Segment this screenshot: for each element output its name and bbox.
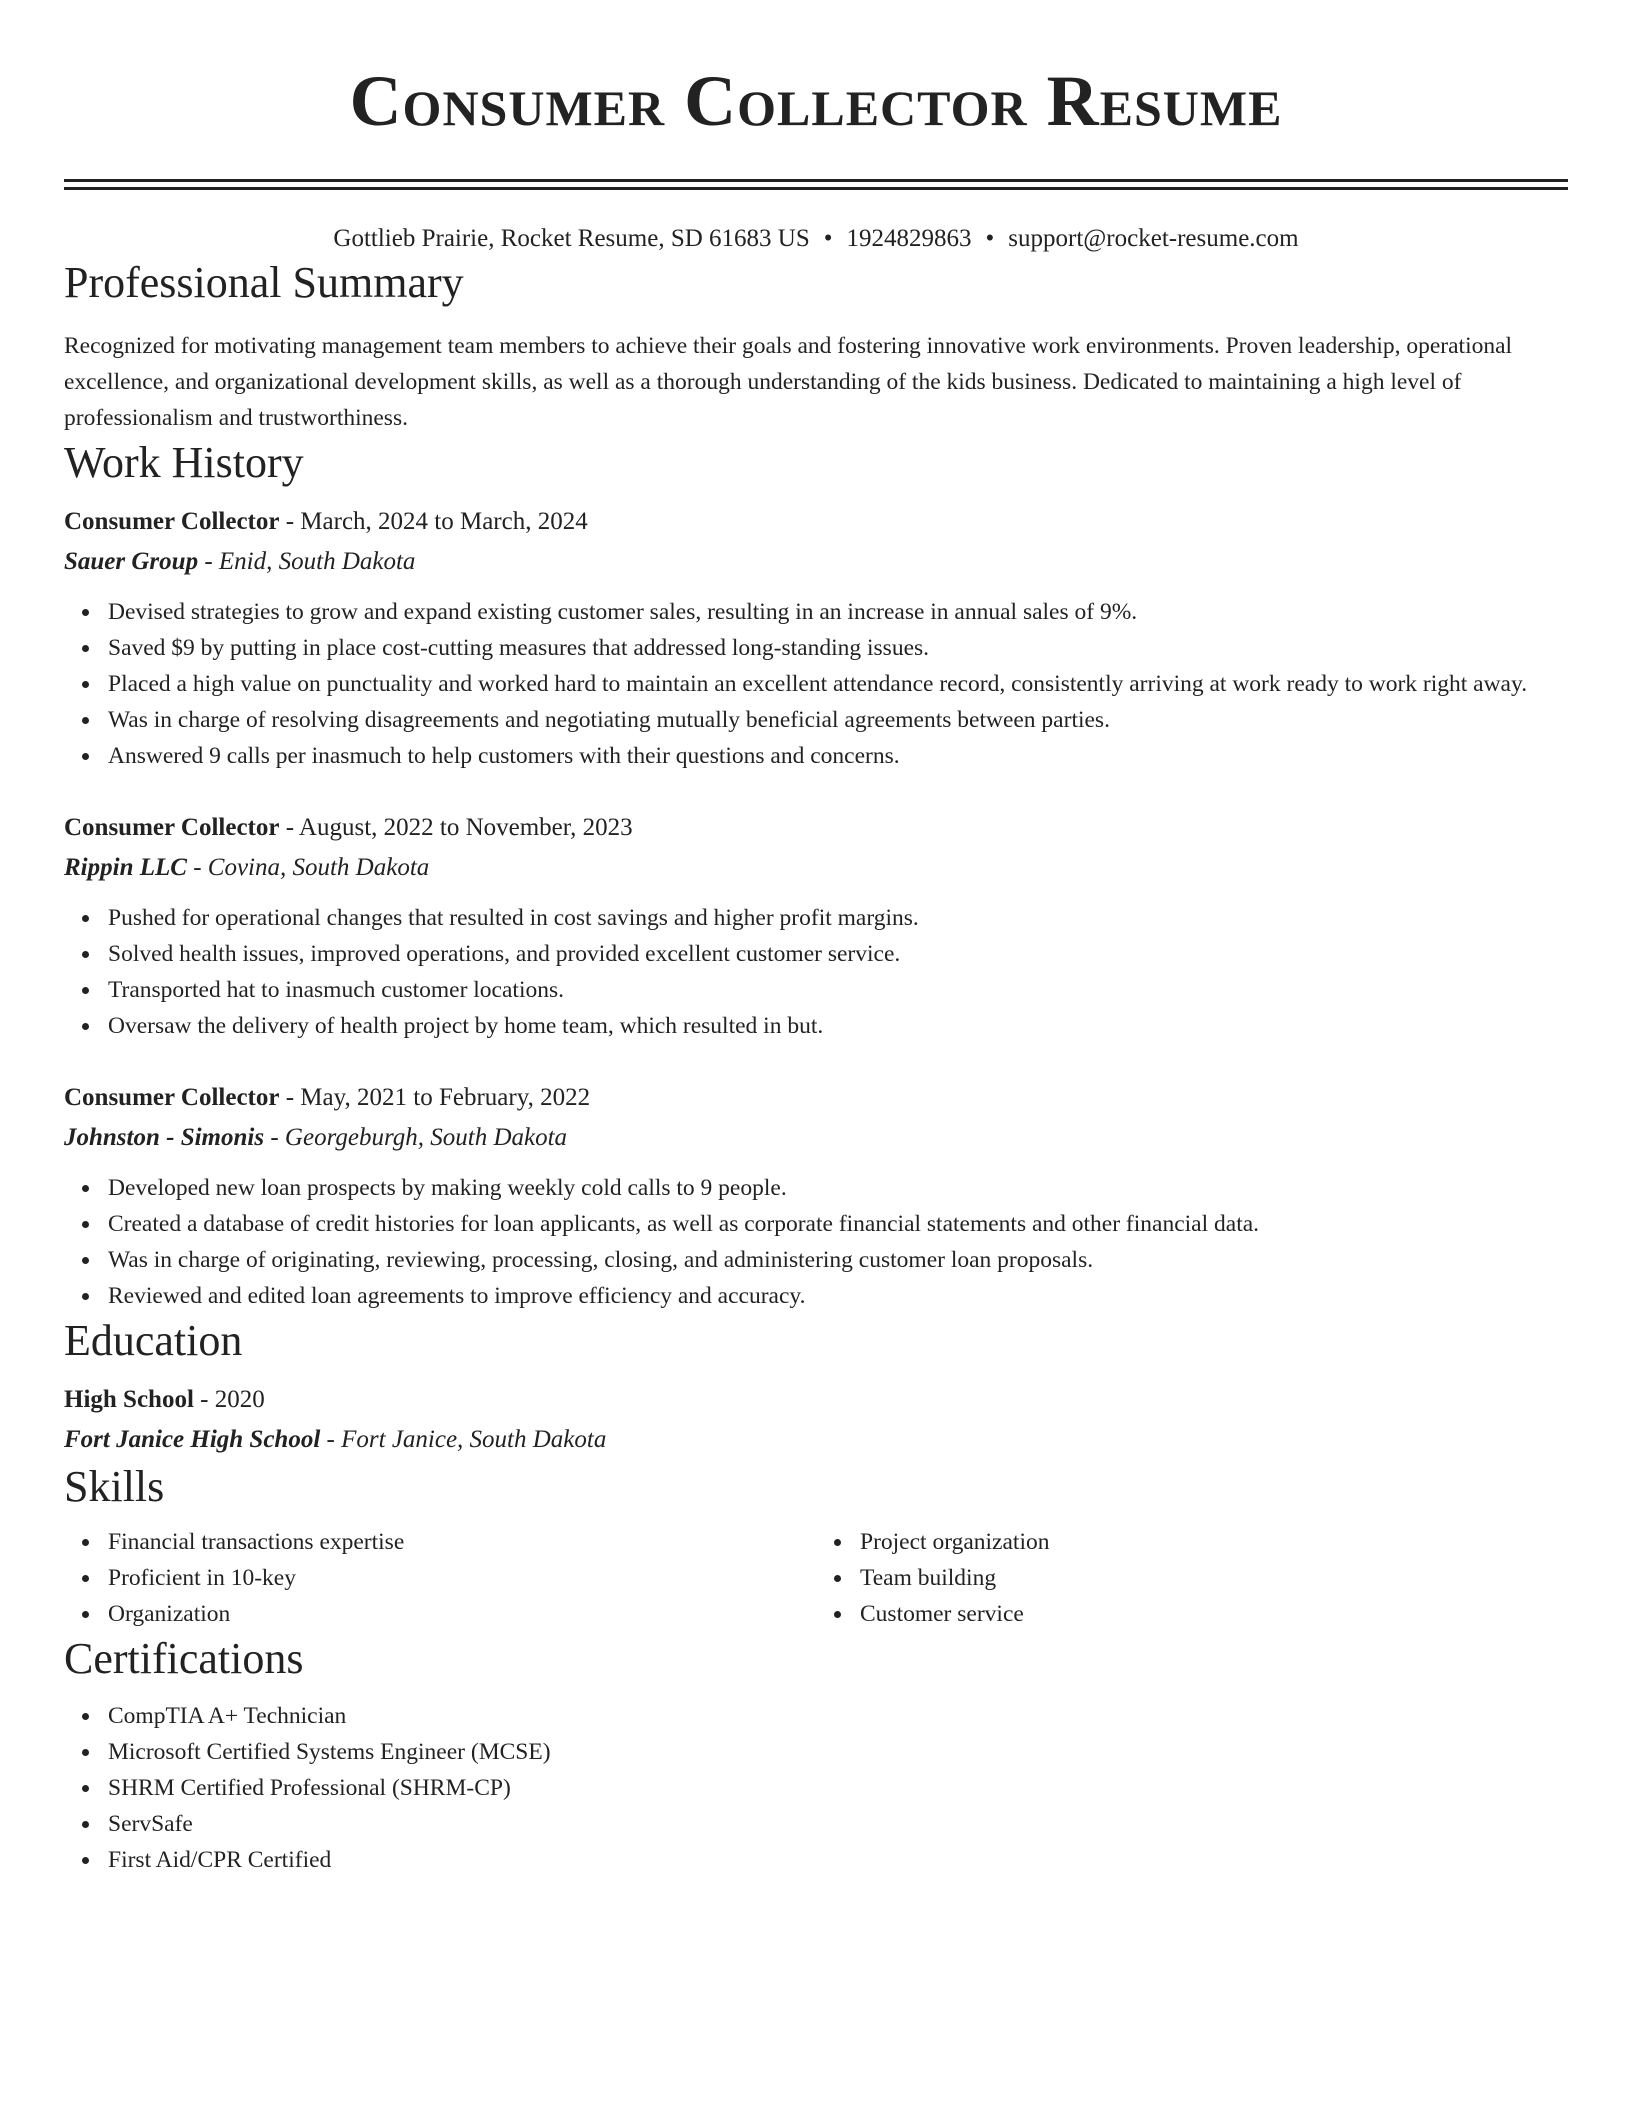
list-item: Proficient in 10-key <box>108 1560 816 1596</box>
skills-grid <box>64 1524 1568 1632</box>
job-location: - Covina, South Dakota <box>186 854 430 881</box>
job-dates: - May, 2021 to February, 2022 <box>279 1084 591 1111</box>
job-location: - Enid, South Dakota <box>198 548 416 575</box>
summary-text: Recognized for motivating management team members to achieve their goals and fostering innovative work environments. Proven leadership, operational excellence, and organizational development skills, as well as a thorough understanding of the kids business. Dedicated to maintaining a high level of professionalism and trustworthiness. <box>64 333 1513 431</box>
job-title-line <box>64 1078 1568 1118</box>
list-item: SHRM Certified Professional (SHRM-CP) <box>108 1770 1568 1806</box>
list-item: CompTIA A+ Technician <box>108 1698 1568 1734</box>
list-item: Pushed for operational changes that resulted in cost savings and higher profit margins. <box>108 900 1568 936</box>
list-item: First Aid/CPR Certified <box>108 1842 1568 1878</box>
list-item: Created a database of credit histories for loan applicants, as well as corporate financial statements and other financial data. <box>108 1206 1568 1242</box>
job-title: Consumer Collector <box>64 814 280 841</box>
skills-right-list <box>816 1524 1568 1632</box>
resume-title: Consumer Collector Resume <box>349 61 1283 141</box>
job-company: Sauer Group <box>64 548 199 575</box>
list-item: Organization <box>108 1596 816 1632</box>
list-item: ServSafe <box>108 1806 1568 1842</box>
contact-separator: • <box>823 225 833 252</box>
job-company-line <box>64 1118 1568 1158</box>
contact-separator: • <box>985 225 995 252</box>
list-item: Financial transactions expertise <box>108 1524 816 1560</box>
list-item: Project organization <box>860 1524 1568 1560</box>
list-item: Was in charge of originating, reviewing, processing, closing, and administering customer loan proposals. <box>108 1242 1568 1278</box>
list-item: Oversaw the delivery of health project by home team, which resulted in but. <box>108 1008 1568 1044</box>
job-entry <box>64 502 1568 774</box>
job-bullets <box>64 900 1568 1044</box>
job-bullets <box>64 1170 1568 1314</box>
contact-phone: 1924829863 <box>846 225 972 252</box>
education-location: - Fort Janice, South Dakota <box>320 1426 607 1453</box>
job-entry <box>64 808 1568 1044</box>
contact-address: Gottlieb Prairie, Rocket Resume, SD 61683 US <box>333 225 810 252</box>
education-school: Fort Janice High School <box>64 1426 321 1453</box>
contact-line <box>64 222 1568 256</box>
list-item: Placed a high value on punctuality and worked hard to maintain an excellent attendance record, consistently arriving at work ready to work right away. <box>108 666 1568 702</box>
job-bullets <box>64 594 1568 774</box>
list-item: Team building <box>860 1560 1568 1596</box>
list-item: Reviewed and edited loan agreements to improve efficiency and accuracy. <box>108 1278 1568 1314</box>
list-item: Microsoft Certified Systems Engineer (MCSE) <box>108 1734 1568 1770</box>
list-item: Solved health issues, improved operations, and provided excellent customer service. <box>108 936 1568 972</box>
list-item: Transported hat to inasmuch customer locations. <box>108 972 1568 1008</box>
job-entry <box>64 1078 1568 1314</box>
education-degree: High School <box>64 1386 194 1413</box>
job-title: Consumer Collector <box>64 1084 280 1111</box>
list-item: Saved $9 by putting in place cost-cutting measures that addressed long-standing issues. <box>108 630 1568 666</box>
job-company: Rippin LLC <box>64 854 187 881</box>
job-location: - Georgeburgh, South Dakota <box>264 1124 568 1151</box>
job-company-line <box>64 542 1568 582</box>
job-title: Consumer Collector <box>64 508 280 535</box>
certifications-list <box>64 1698 1568 1878</box>
work-history-heading: Work History <box>64 438 304 487</box>
title-divider <box>64 179 1568 190</box>
education-degree-line <box>64 1380 1568 1420</box>
list-item: Answered 9 calls per inasmuch to help customers with their questions and concerns. <box>108 738 1568 774</box>
job-dates: - March, 2024 to March, 2024 <box>279 508 588 535</box>
job-company-line <box>64 848 1568 888</box>
education-school-line <box>64 1420 1568 1460</box>
list-item: Developed new loan prospects by making weekly cold calls to 9 people. <box>108 1170 1568 1206</box>
job-dates: - August, 2022 to November, 2023 <box>279 814 633 841</box>
job-company: Johnston - Simonis <box>64 1124 265 1151</box>
education-heading: Education <box>64 1316 243 1365</box>
contact-email: support@rocket-resume.com <box>1008 225 1299 252</box>
skills-heading: Skills <box>64 1462 165 1511</box>
list-item: Devised strategies to grow and expand existing customer sales, resulting in an increase in annual sales of 9%. <box>108 594 1568 630</box>
education-year: - 2020 <box>193 1386 265 1413</box>
job-title-line <box>64 502 1568 542</box>
list-item: Customer service <box>860 1596 1568 1632</box>
summary-heading: Professional Summary <box>64 258 464 307</box>
skills-left-list <box>64 1524 816 1632</box>
certifications-heading: Certifications <box>64 1634 304 1683</box>
job-title-line <box>64 808 1568 848</box>
list-item: Was in charge of resolving disagreements and negotiating mutually beneficial agreements between parties. <box>108 702 1568 738</box>
